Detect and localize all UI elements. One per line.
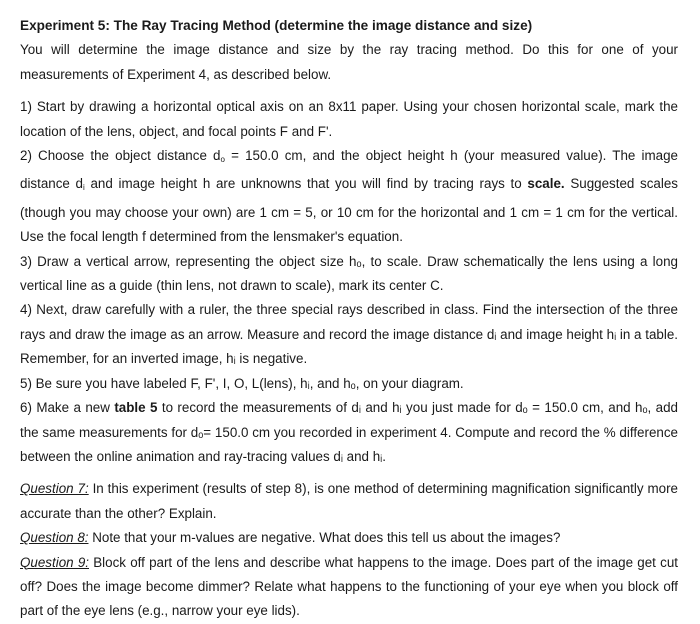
- step-2-text-f: Suggested scales (though you may choose your own) are 1 cm = 5, or 10 cm for the horizontal and 1 cm = 1 cm for the vertical. Use the focal length f determined from the lensmaker's equation.: [20, 176, 678, 245]
- step-2-sub-o: o: [220, 155, 225, 165]
- step-2: [20, 144, 678, 250]
- step-2-text-e: are unknowns that you will find by tracing rays to: [210, 176, 528, 192]
- step-6-text-a: 6) Make a new: [20, 400, 115, 416]
- step-1: 1) Start by drawing a horizontal optical axis on an 8x11 paper. Using your chosen horizontal scale, mark the location of the lens, object, and focal points F and F'.: [20, 99, 678, 139]
- question-9-label: Question 9:: [20, 554, 89, 570]
- step-2-sub-i: i: [83, 183, 85, 193]
- question-9-text: Block off part of the lens and describe what happens to the image. Does part of the image get cut off? Does the image become dimmer? Relate what happens to the functioning of your eye when you block off part of the eye lens (e.g., narrow your eye lids).: [20, 554, 678, 619]
- spacer: [20, 87, 678, 95]
- question-7-label: Question 7:: [20, 481, 89, 497]
- step-5: 5) Be sure you have labeled F, F', I, O, L(lens), hᵢ, and hₒ, on your diagram.: [20, 375, 464, 391]
- page-title: Experiment 5: The Ray Tracing Method (determine the image distance and size): [20, 18, 533, 33]
- spacer: [20, 469, 678, 477]
- step-2-text-b: = 150.0 cm, and the object height h: [224, 148, 458, 164]
- step-6-text-b: to record the measurements of dᵢ and hᵢ you just made for dₒ = 150.0 cm, and hₒ, add the same measurements for dₒ= 150.0 cm you recorded in experiment 4. Compute and record the % difference between the online animation and ray-tracing values dᵢ and hᵢ.: [20, 400, 679, 464]
- step-4: 4) Next, draw carefully with a ruler, the three special rays described in class. Find the intersection of the three rays and draw the image as an arrow. Measure and record the image distance dᵢ and image height hᵢ in a table. Remember, for an inverted image, hᵢ is negative.: [20, 302, 678, 367]
- question-7-text: In this experiment (results of step 8), is one method of determining magnification significantly more accurate than the other? Explain.: [20, 481, 678, 521]
- question-8: [20, 526, 678, 550]
- step-2-text-a: 2) Choose the object distance d: [20, 148, 221, 164]
- step-3: 3) Draw a vertical arrow, representing the object size hₒ, to scale. Draw schematically the lens using a long vertical line as a guide (thin lens, not drawn to scale), mark its center C.: [20, 253, 678, 294]
- intro-paragraph: You will determine the image distance and size by the ray tracing method. Do this for one of your measurements of Experiment 4, as described below.: [20, 42, 678, 82]
- question-7: [20, 477, 678, 526]
- step-2-text-d: and image height h: [84, 176, 211, 192]
- question-8-label: Question 8:: [20, 530, 89, 546]
- step-2-bold: scale.: [527, 176, 565, 192]
- step-6-bold: table 5: [114, 400, 158, 416]
- step-2-text-c: (your measured value). The image distance d: [20, 148, 678, 192]
- question-8-text: Note that your m-values are negative. What does this tell us about the images?: [88, 530, 561, 546]
- step-6: [20, 396, 678, 469]
- question-9: [20, 551, 678, 624]
